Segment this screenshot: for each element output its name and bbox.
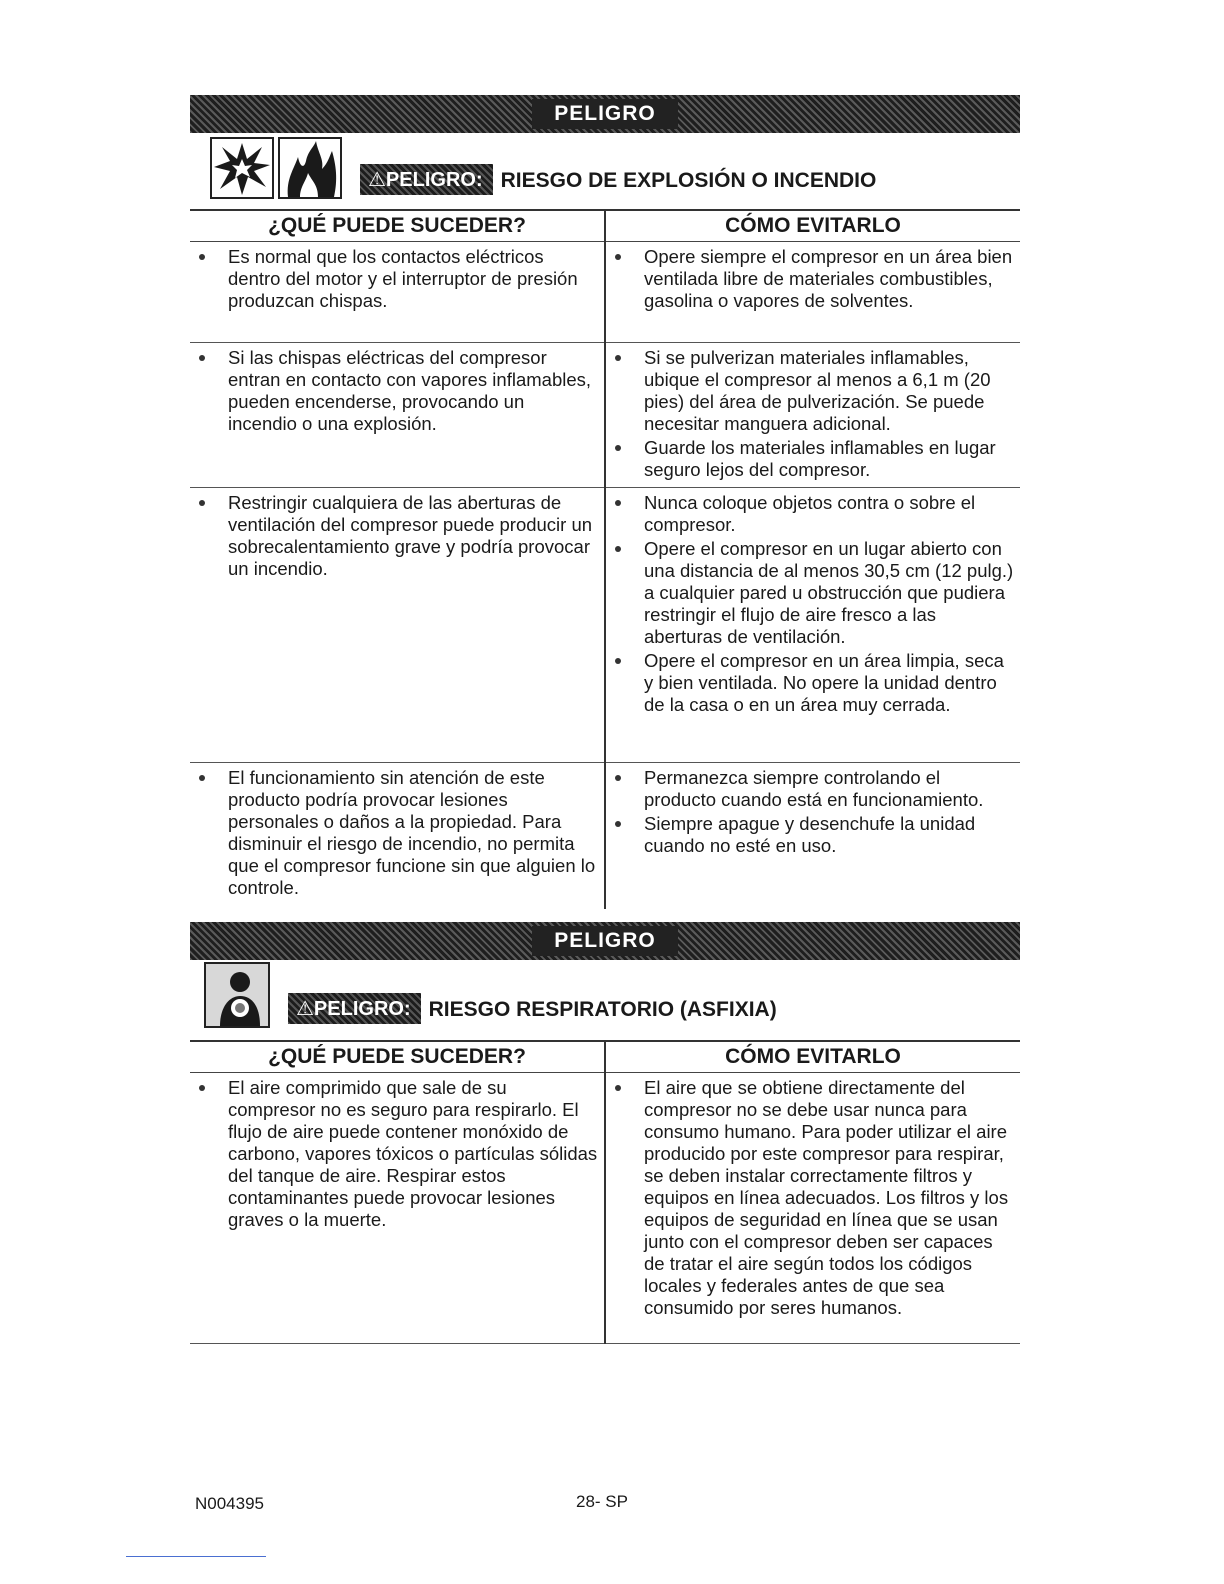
list-item: Opere el compresor en un área limpia, seca y bien ventilada. No opere la unidad dentro de la casa o en un área muy cerrada. [606,650,1014,716]
respirator-icon [204,962,270,1028]
footer-divider [126,1556,266,1557]
table-row [190,488,1020,763]
list-item: Nunca coloque objetos contra o sobre el compresor. [606,492,1014,536]
list-item: Permanezca siempre controlando el producto cuando está en funcionamiento. [606,767,1014,811]
table-row [190,1073,1020,1344]
list-item: Siempre apague y desenchufe la unidad cuando no esté en uso. [606,813,1014,857]
fire-icon [278,137,342,199]
hazard-table [190,1040,1020,1344]
list-item: El aire comprimido que sale de su compresor no es seguro para respirarlo. El flujo de aire puede contener monóxido de carbono, vapores tóxicos o partículas sólidas del tanque de aire. Respirar estos contaminantes puede provocar lesiones graves o la muerte. [190,1077,598,1231]
list-item: El funcionamiento sin atención de este producto podría provocar lesiones personales o daños a la propiedad. Para disminuir el riesgo de incendio, no permita que el compresor funcione sin que alguien lo controle. [190,767,598,899]
danger-banner [190,95,1020,133]
hazard-header [190,137,876,199]
list-item: Restringir cualquiera de las aberturas de ventilación del compresor puede producir un sobrecalentamiento grave y podría provocar un incendio. [190,492,598,580]
danger-tag: ⚠PELIGRO: [288,993,421,1024]
col-how-header: CÓMO EVITARLO [605,1041,1020,1073]
col-what-header: ¿QUÉ PUEDE SUCEDER? [190,210,605,242]
page-number: 28- SP [576,1492,628,1511]
list-item: Si se pulverizan materiales inflamables, ubique el compresor al menos a 6,1 m (20 pies) del área de pulverización. Se puede necesitar manguera adicional. [606,347,1014,435]
list-item: Opere siempre el compresor en un área bien ventilada libre de materiales combustibles, gasolina o vapores de solventes. [606,246,1014,312]
list-item: Opere el compresor en un lugar abierto con una distancia de al menos 30,5 cm (12 pulg.) a cualquier pared u obstrucción que pudiera restringir el flujo de aire fresco a las aberturas de ventilación. [606,538,1014,648]
table-row [190,242,1020,343]
hazard-title: RIESGO DE EXPLOSIÓN O INCENDIO [500,169,877,192]
hazard-header [190,962,777,1028]
hazard-table [190,209,1020,909]
danger-banner-label: PELIGRO [532,99,678,129]
list-item: Es normal que los contactos eléctricos dentro del motor y el interruptor de presión produzcan chispas. [190,246,598,312]
explosion-icon [210,137,274,199]
list-item: Guarde los materiales inflamables en lugar seguro lejos del compresor. [606,437,1014,481]
list-item: Si las chispas eléctricas del compresor entran en contacto con vapores inflamables, pueden encenderse, provocando un incendio o una explosión. [190,347,598,435]
col-what-header: ¿QUÉ PUEDE SUCEDER? [190,1041,605,1073]
danger-banner-label: PELIGRO [532,926,678,956]
danger-banner [190,922,1020,960]
hazard-title: RIESGO RESPIRATORIO (ASFIXIA) [428,998,777,1021]
list-item: El aire que se obtiene directamente del compresor no se debe usar nunca para consumo humano. Para poder utilizar el aire producido por este compresor para respirar, se deben instalar correctamente filtros y equipos en línea adecuados. Los filtros y los equipos de seguridad en línea que se usan junto con el compresor deben ser capaces de tratar el aire según todos los códigos locales y federales antes de que sea consumido por seres humanos. [606,1077,1014,1319]
document-code: N004395 [195,1494,265,1513]
table-row [190,763,1020,910]
col-how-header: CÓMO EVITARLO [605,210,1020,242]
danger-tag: ⚠PELIGRO: [360,164,493,195]
table-row [190,343,1020,488]
